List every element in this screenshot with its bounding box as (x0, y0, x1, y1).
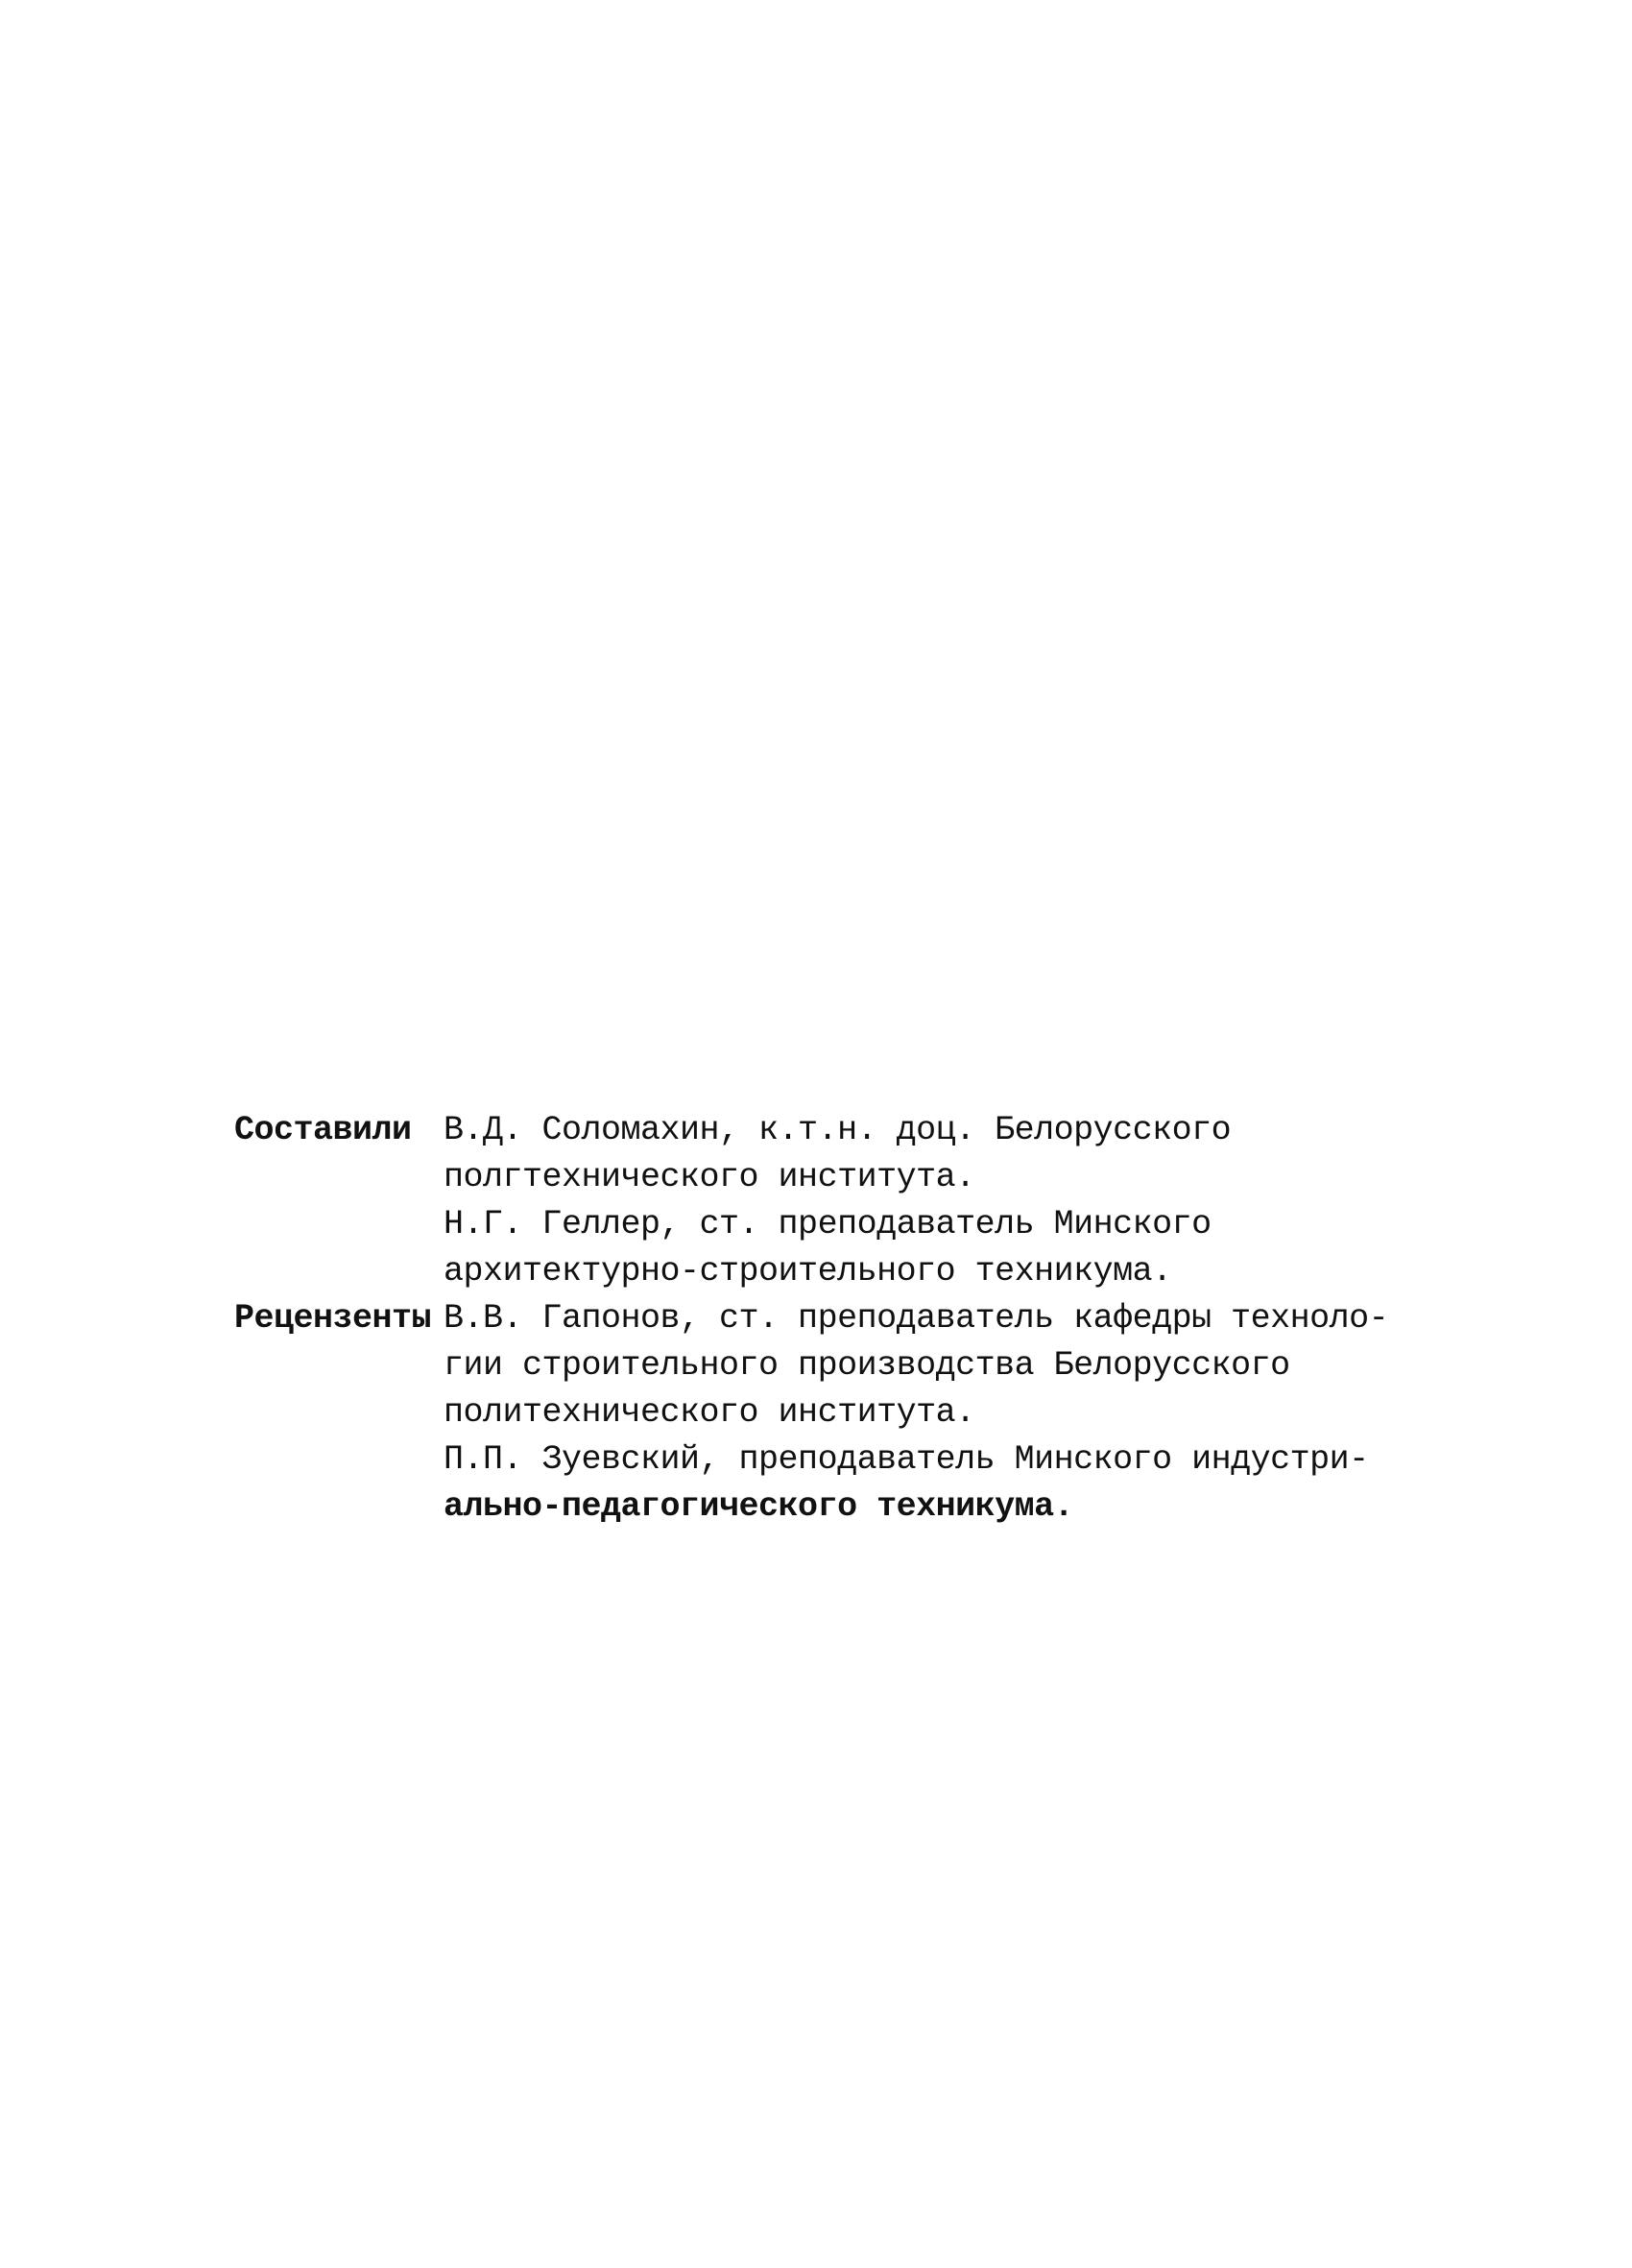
reviewer-line: гии строительного производства Белорусского (444, 1346, 1290, 1385)
reviewers-section (234, 1295, 1444, 1531)
reviewers-list (444, 1295, 1444, 1531)
compilers-label: Составили (234, 1111, 412, 1149)
reviewer-line: ально-педагогического техникума. (444, 1487, 1074, 1526)
reviewer-line: П.П. Зуевский, преподаватель Минского индустри- (444, 1440, 1369, 1479)
reviewer-line: В.В. Гапонов, ст. преподаватель кафедры техноло- (444, 1299, 1389, 1338)
reviewers-label: Рецензенты (234, 1299, 432, 1338)
compiler-line: полгтехнического института. (444, 1158, 975, 1196)
compilers-section (234, 1107, 1444, 1295)
credits-block (234, 1107, 1444, 1531)
reviewer-line: политехнического института. (444, 1393, 975, 1432)
compilers-list (444, 1107, 1444, 1295)
compiler-line: архитектурно-строительного техникума. (444, 1252, 1172, 1291)
compiler-line: В.Д. Соломахин, к.т.н. доц. Белорусского (444, 1111, 1232, 1149)
compiler-line: Н.Г. Геллер, ст. преподаватель Минского (444, 1205, 1212, 1243)
